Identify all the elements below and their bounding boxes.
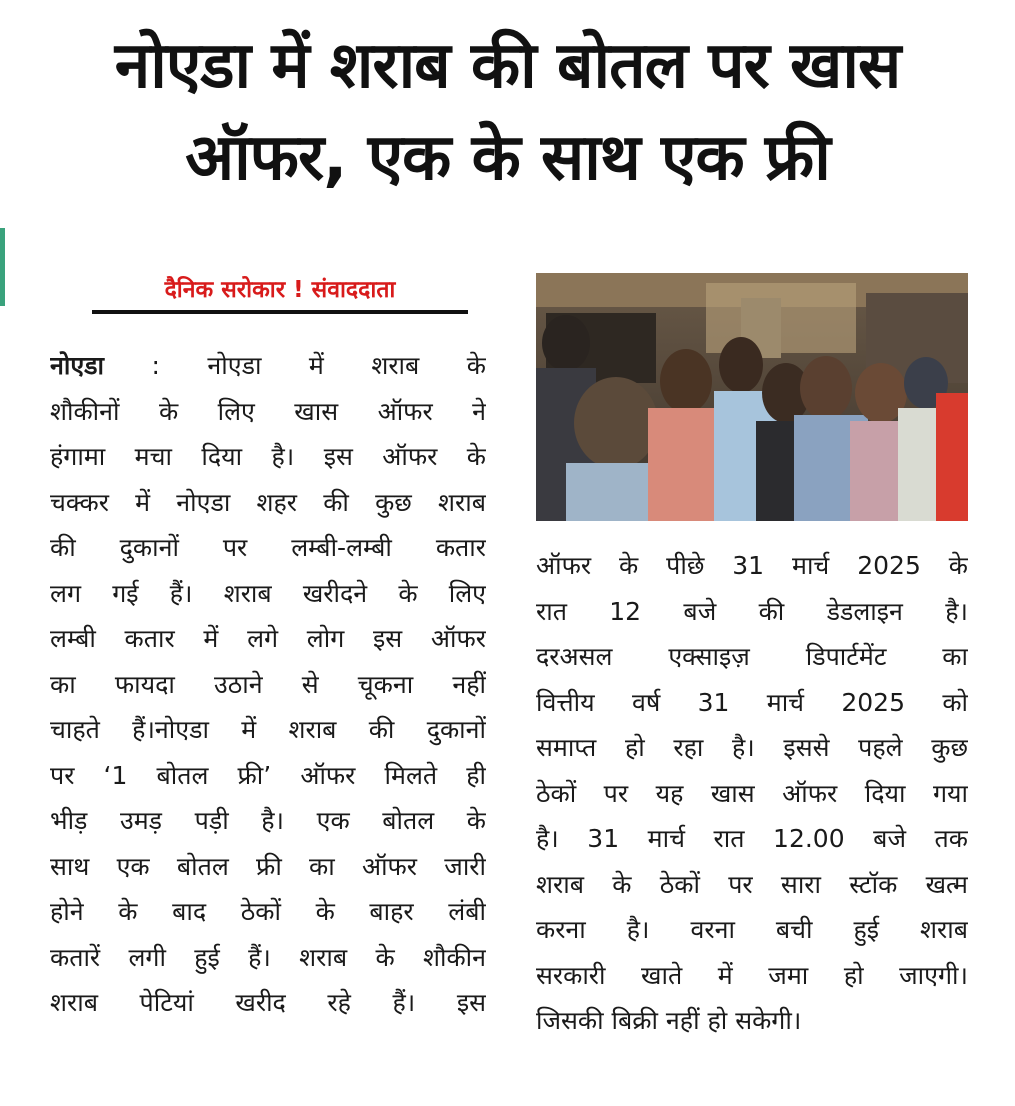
article-line: वित्तीय वर्ष 31 मार्च 2025 को <box>536 687 968 717</box>
article-line: सरकारी खाते में जमा हो जाएगी। <box>536 960 968 990</box>
article-line: का फायदा उठाने से चूकना नहीं <box>50 669 486 699</box>
article-line: भीड़ उमड़ पड़ी है। एक बोतल के <box>50 806 486 835</box>
article-line: लम्बी कतार में लगे लोग इस ऑफर <box>50 624 486 653</box>
article-line: नोएडा में शराब के <box>207 351 486 380</box>
article-line: चक्कर में नोएडा शहर की कुछ शराब <box>50 487 486 517</box>
headline <box>20 20 995 204</box>
article-line: है। 31 मार्च रात 12.00 बजे तक <box>536 824 968 853</box>
article-first-line <box>50 343 486 389</box>
crowd-photo-illustration <box>536 273 968 521</box>
article-line: जिसकी बिक्री नहीं हो सकेगी। <box>536 1006 802 1035</box>
article-line: लग गई हैं। शराब खरीदने के लिए <box>50 578 486 608</box>
page-edge-mark <box>0 228 5 306</box>
byline: दैनिक सरोकार ! संवाददाता <box>92 270 468 314</box>
article-line: शौकीनों के लिए खास ऑफर ने <box>50 396 486 426</box>
article-line: दरअसल एक्साइज़ डिपार्टमेंट का <box>536 642 968 671</box>
article-line: ऑफर के पीछे 31 मार्च 2025 के <box>536 551 968 580</box>
article-line: होने के बाद ठेकों के बाहर लंबी <box>50 897 486 926</box>
news-photo-queue-at-liquor-shop <box>536 273 968 521</box>
headline-line-1: नोएडा में शराब की बोतल पर खास <box>114 29 901 103</box>
article-column-left <box>50 343 486 1026</box>
article-line: पर ‘1 बोतल फ्री’ ऑफर मिलते ही <box>50 760 486 790</box>
article-line: समाप्त हो रहा है। इससे पहले कुछ <box>536 733 968 762</box>
article-line: चाहते हैं।नोएडा में शराब की दुकानों <box>50 715 486 744</box>
article-line: साथ एक बोतल फ्री का ऑफर जारी <box>50 851 486 881</box>
article-line: हंगामा मचा दिया है। इस ऑफर के <box>50 442 486 471</box>
article-line: शराब के ठेकों पर सारा स्टॉक खत्म <box>536 869 968 899</box>
dateline: नोएडा <box>50 351 105 380</box>
article-line: करना है। वरना बची हुई शराब <box>536 915 968 944</box>
article-line: ठेकों पर यह खास ऑफर दिया गया <box>536 778 968 808</box>
article-column-right <box>536 543 968 1044</box>
article-line: रात 12 बजे की डेडलाइन है। <box>536 596 968 626</box>
article-line: कतारें लगी हुई हैं। शराब के शौकीन <box>50 942 486 972</box>
headline-line-2: ऑफर, एक के साथ एक फ्री <box>185 121 830 195</box>
article-line: शराब पेटियां खरीद रहे हैं। इस <box>50 988 486 1017</box>
dateline-separator: : <box>104 351 208 380</box>
article-line: की दुकानों पर लम्बी-लम्बी कतार <box>50 533 486 562</box>
